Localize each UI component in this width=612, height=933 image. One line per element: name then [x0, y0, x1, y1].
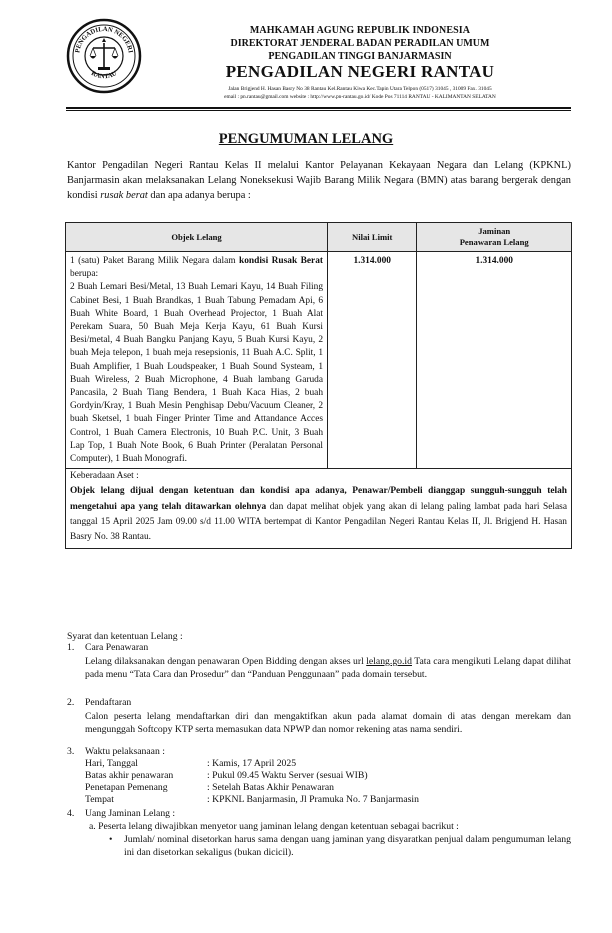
letterhead-line-1: MAHKAMAH AGUNG REPUBLIK INDONESIA	[249, 25, 471, 36]
schedule-value: : Kamis, 17 April 2025	[207, 758, 297, 769]
schedule-label: Batas akhir penawaran	[85, 770, 174, 781]
letterhead-contact: email : pn.rantau@gmail.com website : http://www.pn-rantau.go.id/ Kode Pos 71114 RANTAU - KALIMANTAN SELATAN	[224, 94, 496, 100]
term-title: Cara Penawaran	[85, 642, 149, 653]
lelang-link[interactable]: lelang.go.id	[366, 656, 412, 667]
header-guarantee: Jaminan Penawaran Lelang	[417, 223, 572, 252]
schedule-value: : Setelah Batas Akhir Penawaran	[207, 782, 334, 793]
court-seal-logo	[66, 18, 142, 94]
term-sub-a: a. Peserta lelang diwajibkan menyetor uang jaminan lelang dengan ketentuan sebagai bacrikut :	[89, 821, 459, 832]
term-number: 2.	[67, 697, 75, 708]
guarantee-value: 1.314.000	[417, 252, 572, 469]
bullet-icon: •	[109, 834, 113, 845]
table-row	[66, 469, 572, 549]
term-body: Calon peserta lelang mendaftarkan diri dan mengaktifkan akun pada alamat domain di atas dengan merekam dan mengunggah Softcopy KTP serta memasukan data NPWP dan nomor rekening atas nama sendiri.	[85, 711, 571, 735]
terms-heading: Syarat dan ketentuan Lelang :	[67, 631, 183, 642]
table-row	[66, 252, 572, 469]
term-title: Pendaftaran	[85, 697, 132, 708]
table-header-row	[66, 223, 572, 252]
term-title: Uang Jaminan Lelang :	[85, 808, 176, 819]
letterhead-line-3: PENGADILAN TINGGI BANJARMASIN	[268, 51, 452, 62]
term-body: Lelang dilaksanakan dengan penawaran Open Bidding dengan akses url lelang.go.id Tata cara mengikuti Lelang dapat dilihat pada menu “Tata Cara dan Prosedur” dan “Panduan Penggunaan” pada domain tersebut.	[85, 656, 571, 680]
term-title: Waktu pelaksanaan :	[85, 746, 165, 757]
schedule-label: Tempat	[85, 794, 114, 805]
letterhead-rule-thick	[66, 107, 571, 109]
svg-text:PENGADILAN NEGERI: PENGADILAN NEGERI	[74, 25, 134, 54]
asset-note: Keberadaan Aset : Objek lelang dijual dengan ketentuan dan kondisi apa adanya, Penawar/Pembeli dianggap sungguh-sungguh telah mengetahui apa yang telah ditawarkan olehnya dan dapat melihat objek yang akan di lelang paling lambat pada hari Selasa tanggal 15 April 2025 Jam 09.00 s/d 11.00 WITA bertempat di Kantor Pengadilan Negeri Rantau Kelas II, Jl. Brigjend H. Hasan Basry No. 38 Rantau.	[66, 469, 572, 549]
limit-value: 1.314.000	[328, 252, 417, 469]
schedule-label: Hari, Tanggal	[85, 758, 138, 769]
term-number: 3.	[67, 746, 75, 757]
term-number: 1.	[67, 642, 75, 653]
letterhead-address: Jalan Brigjend H. Hasan Basry No 38 Rantau Kel.Rantau Kiwa Kec.Tapin Utara Telpon (0517) 31045 , 31009 Fax. 31045	[228, 86, 492, 92]
svg-text:RANTAU: RANTAU	[89, 69, 119, 81]
header-limit: Nilai Limit	[328, 223, 417, 252]
page-title: PENGUMUMAN LELANG	[218, 131, 394, 147]
schedule-value: : Pukul 09.45 Waktu Server (sesuai WIB)	[207, 770, 368, 781]
letterhead-court-name: PENGADILAN NEGERI RANTAU	[225, 62, 495, 81]
auction-table	[65, 222, 572, 549]
letterhead-rule-thin	[66, 110, 571, 111]
schedule-value: : KPKNL Banjarmasin, Jl Pramuka No. 7 Banjarmasin	[207, 794, 419, 805]
schedule-label: Penetapan Pemenang	[85, 782, 168, 793]
letterhead-line-2: DIREKTORAT JENDERAL BADAN PERADILAN UMUM	[230, 38, 490, 49]
intro-paragraph: Kantor Pengadilan Negeri Rantau Kelas II melalui Kantor Pelayanan Kekayaan Negara dan Lelang (KPKNL) Banjarmasin akan melaksanakan Lelang Noneksekusi Wajib Barang Milik Negara (BMN) atas barang bergerak dengan kondisi rusak berat dan apa adanya berupa :	[67, 160, 571, 201]
term-bullet-text: Jumlah/ nominal disetorkan harus sama dengan uang jaminan yang disyaratkan penjual dalam pengumuman lelang ini dan disetorkan sekaligus (bukan dicicil).	[124, 834, 571, 858]
header-object: Objek Lelang	[66, 223, 328, 252]
term-number: 4.	[67, 808, 75, 819]
object-description: 1 (satu) Paket Barang Milik Negara dalam kondisi Rusak Berat berupa: 2 Buah Lemari Besi/Metal, 13 Buah Lemari Kayu, 14 Buah Filing Cabinet Besi, 1 Buah Brandkas, 1 Buah Tabung Pemadam Api, 6 Buah White Board, 1 Buah Overhead Projector, 1 Buah Alat Perekam Suara, 50 Buah Meja Kerja Kayu, 61 Buah Kursi Besi/metal, 4 Buah Bangku Panjang Kayu, 5 Buah Kursi Kayu, 2 buah Meja telepon, 1 buah meja resepsionis, 11 Buah A.C. Split, 1 Buah Amplifier, 1 Buah Loudspeaker, 1 Buah Sound Systeam, 1 Buah Wireless, 2 Buah Microphone, 4 Buah lambang Garuda Pancasila, 2 Buah Tiang Bendera, 1 Buah Kaca Hias, 2 buah Gordyin/Kray, 1 Buah Mesin Penghisap Debu/Vacuum Cleaner, 2 buah Sketsel, 1 buah Finger Printer Time and Attandance Acces Control, 1 Buah Camera Electronis, 10 Buah P.C. Unit, 3 Buah Lap Top, 1 Buah Note Book, 6 Buah Printer (Peralatan Personal Computer), 1 Buah Monografi.	[66, 252, 328, 469]
